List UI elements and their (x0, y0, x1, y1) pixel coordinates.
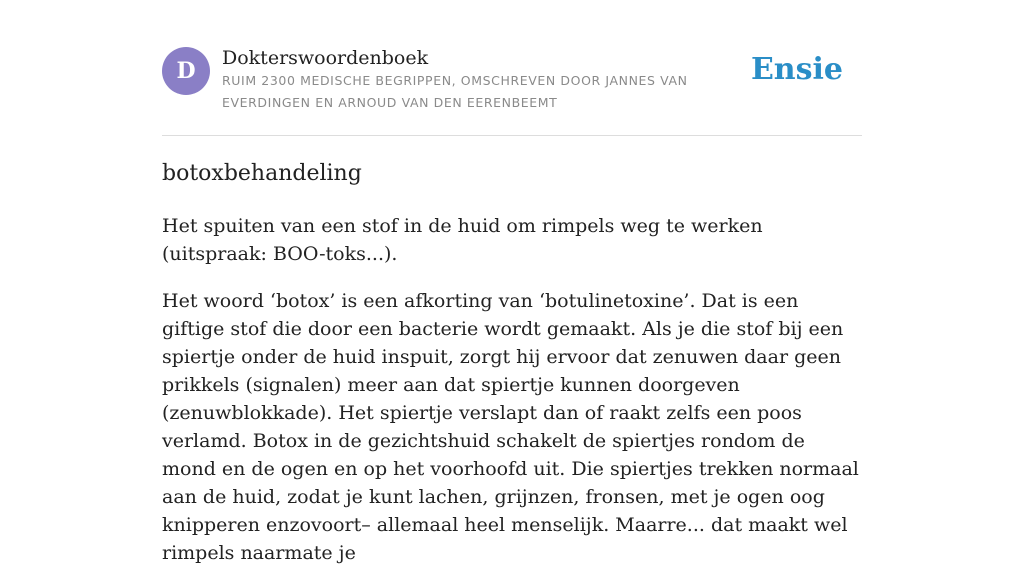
header-divider (162, 135, 862, 136)
source-name-link[interactable]: Dokterswoordenboek (222, 47, 429, 69)
entry-term-title: botoxbehandeling (162, 161, 362, 186)
source-avatar[interactable]: D (162, 47, 210, 95)
definition-paragraph: Het woord ‘botox’ is een afkorting van ‘botulinetoxine’. Dat is een giftige stof die door een bacterie wordt gemaakt. Als je die stof bij een spiertje onder de huid inspuit, zorgt hij ervoor dat zenuwen daar geen prikkels (signalen) meer aan dat spiertje kunnen doorgeven (zenuwblokkade). Het spiertje verslapt dan of raakt zelfs een poos verlamd. Botox in de gezichtshuid schakelt de spiertjes rondom de mond en de ogen en op het voorhoofd uit. Die spiertjes trekken normaal aan de huid, zodat je kunt lachen, grijnzen, fronsen, met je ogen oog knipperen enzovoort– allemaal heel menselijk. Maarre... dat maakt wel rimpels naarmate je (162, 290, 859, 564)
entry-definition (162, 212, 862, 586)
ensie-logo-link[interactable]: Ensie (750, 52, 843, 87)
source-description: RUIM 2300 MEDISCHE BEGRIPPEN, OMSCHREVEN DOOR JANNES VAN EVERDINGEN EN ARNOUD VAN DEN EERENBEEMT (222, 73, 688, 110)
entry-page (162, 0, 862, 564)
definition-paragraph: Het spuiten van een stof in de huid om rimpels weg te werken (uitspraak: BOO-toks...). (162, 215, 763, 265)
source-header (162, 46, 862, 116)
